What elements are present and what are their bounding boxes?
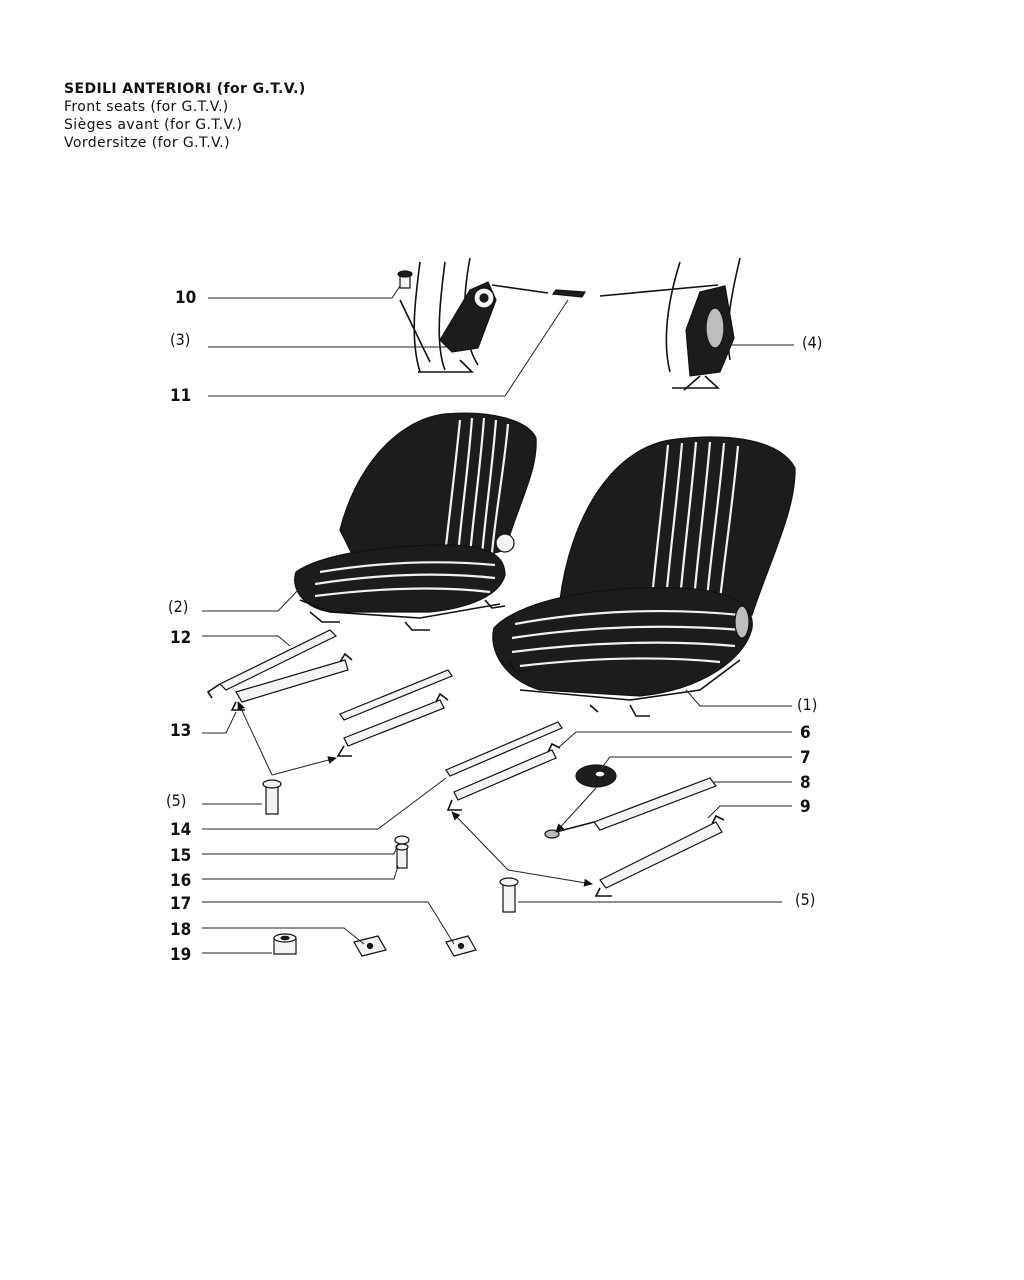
leader-11: [208, 300, 568, 396]
seat-assembly-left: [295, 413, 536, 630]
callout-6: 6: [800, 723, 811, 743]
callout-2: (2): [168, 597, 189, 616]
bolt-5-right: [500, 878, 518, 912]
callout-4: (4): [802, 333, 823, 352]
knob-7: [576, 765, 616, 787]
callout-17: 17: [170, 894, 192, 914]
seat-assembly-right: [493, 437, 795, 716]
callout-9: 9: [800, 797, 811, 817]
callout-7: 7: [800, 748, 811, 768]
leader-17: [202, 902, 454, 944]
spacer-19: [274, 934, 296, 954]
callout-18: 18: [170, 920, 192, 940]
washer-15: [395, 836, 409, 844]
callout-13: 13: [170, 721, 192, 741]
leader-9: [708, 806, 792, 818]
arrow-bolt-to-runner-9: [508, 870, 592, 884]
callout-10: 10: [175, 288, 197, 308]
callout-3: (3): [170, 330, 191, 349]
callout-5-right: (5): [795, 890, 816, 909]
callout-19: 19: [170, 945, 192, 965]
recliner-detail-right: [666, 258, 740, 390]
runner-6-14: [446, 722, 562, 810]
leader-13: [202, 712, 236, 733]
title-german: Vordersitze (for G.T.V.): [64, 135, 230, 151]
bolt-16: [396, 844, 408, 868]
callout-8: 8: [800, 773, 811, 793]
leader-2: [202, 588, 300, 611]
title-english: Front seats (for G.T.V.): [64, 99, 229, 115]
title-italian: SEDILI ANTERIORI (for G.T.V.): [64, 81, 306, 97]
title-french: Sièges avant (for G.T.V.): [64, 117, 243, 133]
callout-12: 12: [170, 628, 192, 648]
recliner-detail-left: [400, 258, 496, 372]
leader-12: [202, 636, 290, 646]
arrow-knob-to-lever: [556, 788, 596, 832]
leader-16: [202, 866, 398, 879]
runner-8-9: [545, 778, 724, 896]
callout-1: (1): [797, 695, 818, 714]
leader-7: [600, 757, 792, 770]
callout-11: 11: [170, 386, 192, 406]
arrow-bolt-to-runner-13: [238, 702, 272, 775]
screw-11: [492, 285, 718, 297]
bolt-5-left: [263, 780, 281, 814]
runner-pair-centre: [338, 670, 452, 756]
callout-5-left: (5): [166, 791, 187, 810]
runner-13: [232, 654, 352, 710]
leader-15: [202, 844, 398, 854]
leader-6: [558, 732, 792, 748]
callout-16: 16: [170, 871, 192, 891]
arrow-bolt-to-runner-centre: [272, 758, 336, 775]
arrow-bolt-to-runner-14: [452, 812, 508, 870]
leader-1: [686, 690, 792, 706]
screw-10: [398, 271, 412, 288]
callout-15: 15: [170, 846, 192, 866]
leader-10: [208, 286, 400, 298]
callout-14: 14: [170, 820, 192, 840]
plate-18: [354, 936, 386, 956]
